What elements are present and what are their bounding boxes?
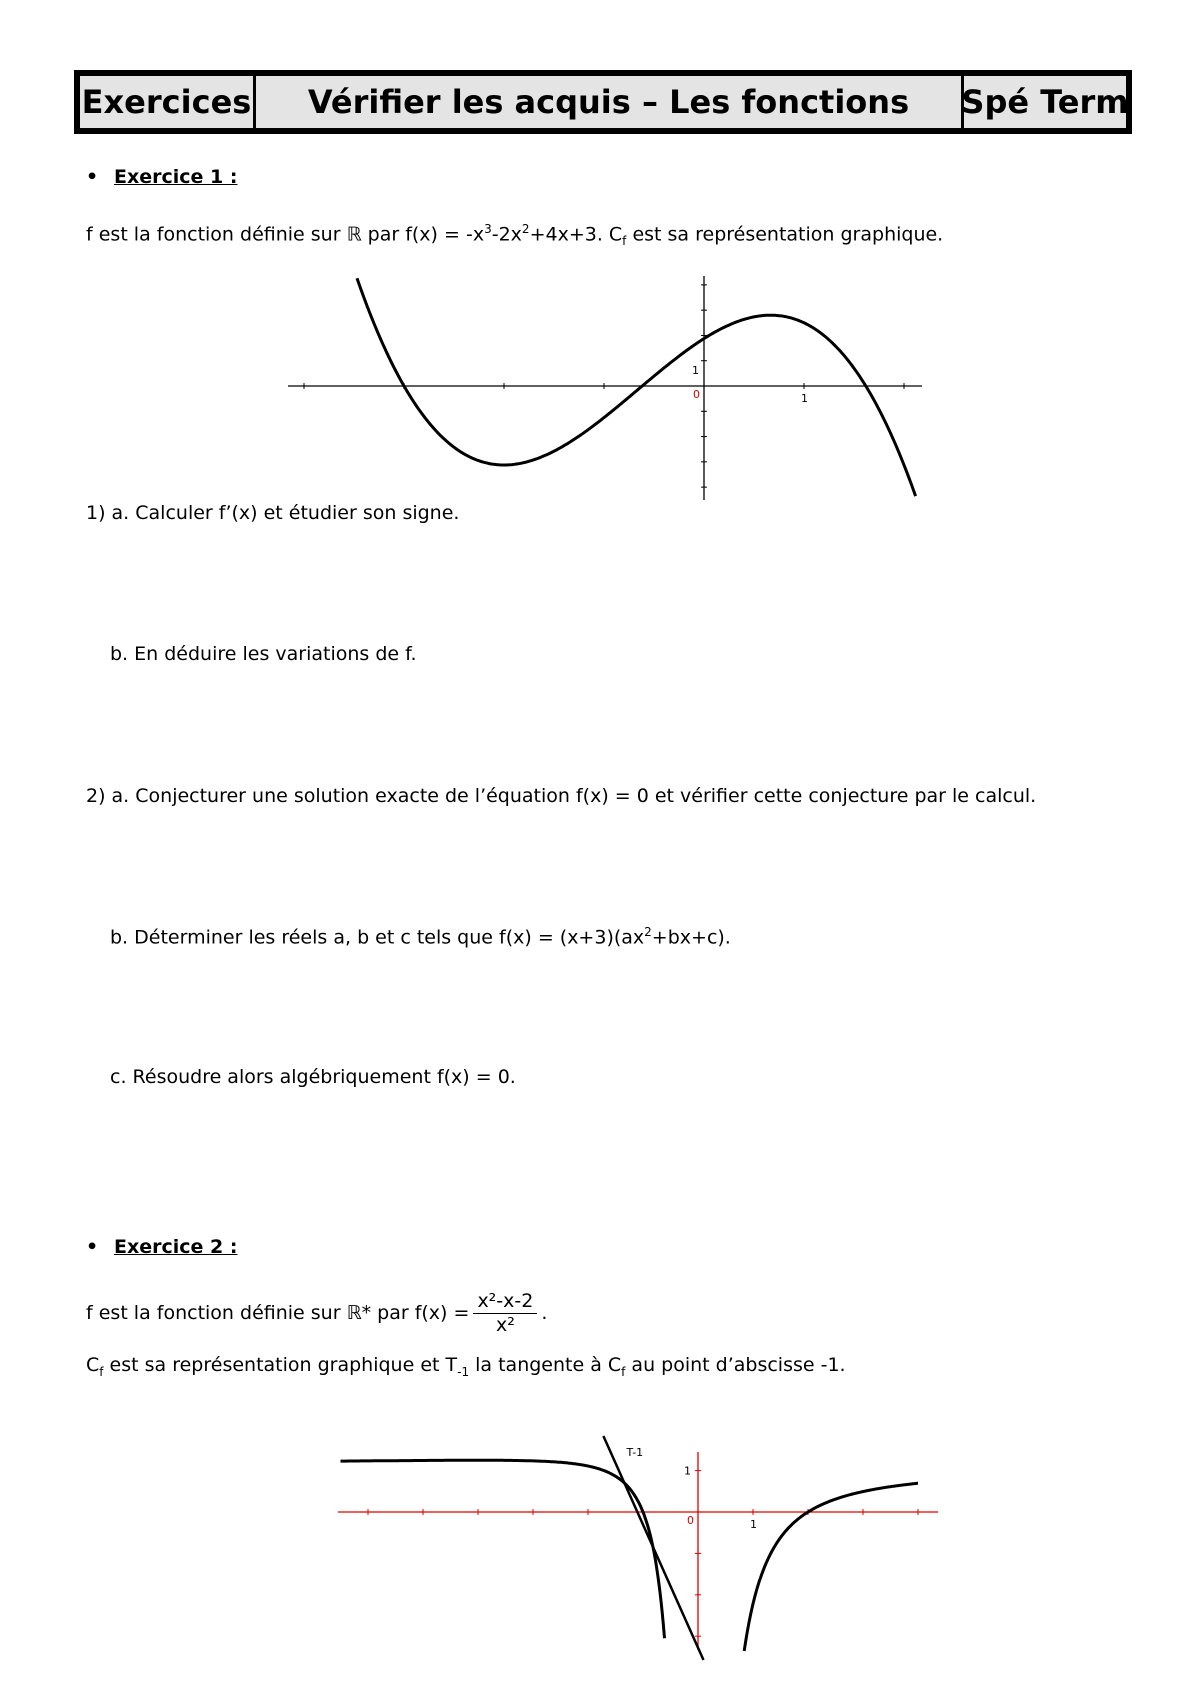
question-1a: 1) a. Calculer f’(x) et étudier son signe. (86, 502, 460, 524)
exercise-2-heading: • Exercice 2 : (86, 1236, 238, 1258)
curve-cf-right-branch (744, 1483, 918, 1651)
curve-cf-left-branch (341, 1460, 665, 1638)
x-tick-label-1: 1 (750, 1518, 757, 1531)
question-2a: 2) a. Conjecturer une solution exacte de l’équation f(x) = 0 et vérifier cette conjecture par le calcul. (86, 785, 1037, 807)
question-2b: b. Déterminer les réels a, b et c tels que $f(x) = (x+3)(ax^2+bx+c)$. (110, 925, 731, 949)
exercise-1-intro: f est la fonction définie sur ℝ par $f(x) = -x^3-2x^2+4x+3$. $C_f$ est sa représentation graphique. (86, 222, 944, 249)
fraction: $\frac{\text{x²-x-2}}{\text{x²}}$ (473, 1290, 537, 1337)
origin-label: 0 (693, 388, 700, 401)
question-1b: b. En déduire les variations de f. (110, 643, 417, 665)
exercise-2-intro: f est la fonction définie sur ℝ* par f(x) = $\frac{\text{x²-x-2}}{\text{x²}}$ . (86, 1290, 548, 1336)
exercise-1-heading: • Exercice 1 : (86, 166, 238, 188)
exercise-2-line2: $C_f$ est sa représentation graphique et $T_{-1}$ la tangente à $C_f$ au point d’abscisse -1. (86, 1354, 846, 1379)
header-level: Spé Term (964, 76, 1126, 128)
tangent-label: T-1 (626, 1446, 644, 1459)
header-title: Vérifier les acquis – Les fonctions (256, 76, 961, 128)
y-tick-label-1: 1 (692, 364, 699, 378)
y-tick-label-1: 1 (684, 1464, 691, 1478)
x-tick-label-1: 1 (801, 392, 808, 405)
question-2c: c. Résoudre alors algébriquement f(x) = 0. (110, 1066, 516, 1088)
header-exercices: Exercices (80, 76, 253, 128)
origin-label: 0 (687, 1514, 694, 1527)
